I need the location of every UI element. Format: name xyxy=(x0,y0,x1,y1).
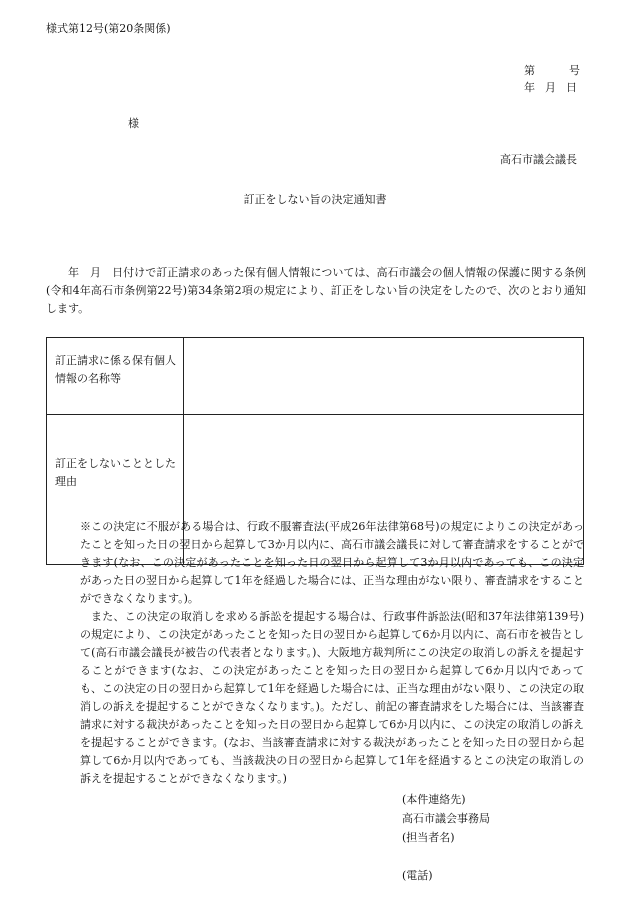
appeal-note-lawsuit: また、この決定の取消しを求める訴訟を提起する場合は、行政事件訴訟法(昭和37年法律第139号)の規定により、この決定があったことを知った日の翌日から起算して6か月以内に、高石市を被告として(高石市議会議長が被告の代表者となります。)、大阪地方裁判所にこの決定の取消しの訴えを提起することができます(なお、この決定があったことを知った日の翌日から起算して6か月以内であっても、この決定の日の翌日から起算して1年を経過した場合には、正当な理由がない限り、この決定の取消しの訴えを提起することができなくなります。)。ただし、前記の審査請求をした場合には、当該審査請求に対する裁決があったことを知った日の翌日から起算して6か月以内に、この決定の取消しの訴えを提起することができます。(なお、当該審査請求に対する裁決があったことを知った日の翌日から起算して6か月以内であっても、当該裁決の日の翌日から起算して1年を経過するとこの決定の取消しの訴えを提起することができなくなります。) xyxy=(80,610,584,785)
sender-name: 高石市議会議長 xyxy=(500,153,577,166)
information-name-value xyxy=(184,338,584,415)
document-number-prefix: 第 xyxy=(524,64,535,77)
appeal-notes xyxy=(80,518,584,788)
notice-body-paragraph: 年 月 日付けで訂正請求のあった保有個人情報については、高石市議会の個人情報の保護に関する条例(令和4年高石市条例第22号)第34条第2項の規定により、訂正をしない旨の決定をしたので、次のとおり通知します。 xyxy=(46,266,586,315)
document-title: 訂正をしない旨の決定通知書 xyxy=(243,193,387,206)
notice-body xyxy=(46,264,586,318)
document-date xyxy=(524,81,577,95)
information-name-label: 訂正請求に係る保有個人情報の名称等 xyxy=(47,338,184,415)
date-month-label: 月 xyxy=(545,81,556,94)
contact-block xyxy=(402,790,490,885)
addressee-honorific: 様 xyxy=(128,117,139,130)
document-number xyxy=(524,64,580,78)
contact-person: (担当者名) xyxy=(402,831,455,844)
date-year-label: 年 xyxy=(524,81,535,94)
reason-label: 訂正をしないこととした理由 xyxy=(47,415,184,565)
date-day-label: 日 xyxy=(566,81,577,94)
contact-heading: (本件連絡先) xyxy=(402,793,466,806)
contact-office: 高石市議会事務局 xyxy=(402,812,490,825)
document-number-suffix: 号 xyxy=(569,64,580,77)
table-row-information-name xyxy=(47,338,584,415)
appeal-note-review: ※この決定に不服がある場合は、行政不服審査法(平成26年法律第68号)の規定によりこの決定があったことを知った日の翌日から起算して3か月以内に、高石市議会議長に対して審査請求をすることができます(なお、この決定があったことを知った日の翌日から起算して3か月以内であっても、この決定があった日の翌日から起算して1年を経過した場合には、正当な理由がない限り、審査請求をすることができなくなります。)。 xyxy=(80,520,584,605)
contact-phone: (電話) xyxy=(402,869,433,882)
form-number: 様式第12号(第20条関係) xyxy=(46,22,171,35)
